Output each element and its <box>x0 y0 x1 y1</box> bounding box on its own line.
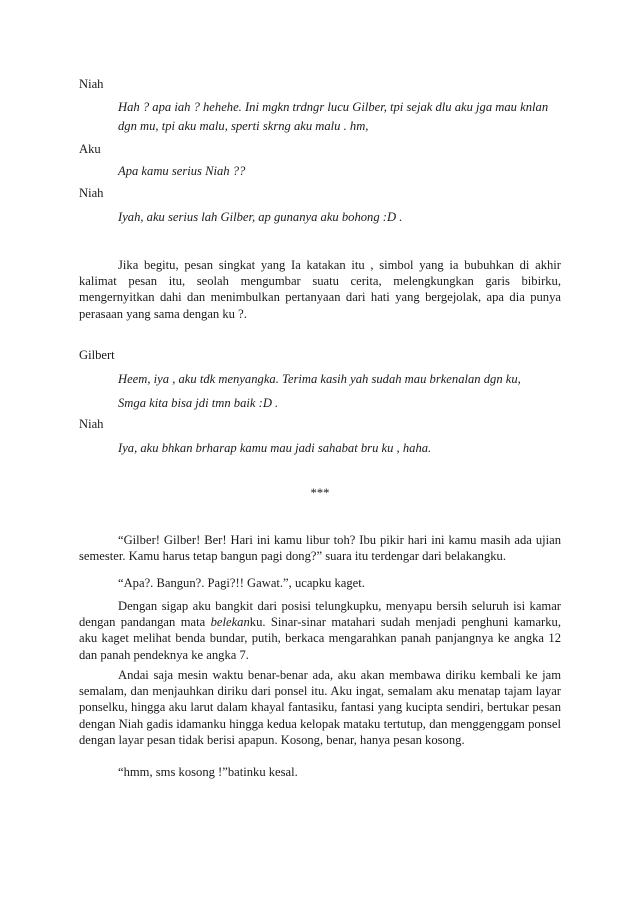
narrative-paragraph <box>79 598 561 663</box>
speaker-label: Niah <box>79 186 104 200</box>
narrative-paragraph: Jika begitu, pesan singkat yang Ia katakan itu , simbol yang ia bubuhkan di akhir kalimat pesan itu, seolah mengumbar suatu cerita, melengkungkan garis bibirku, mengernyitkan dahi dan menimbulkan pertanyaan dari hati yang bergejolak, apa dia punya perasaan yang sama dengan ku ?. <box>79 258 561 321</box>
section-separator: *** <box>310 486 330 500</box>
narrative-paragraph: “hmm, sms kosong !”batinku kesal. <box>118 765 298 779</box>
narrative-paragraph: “Gilber! Gilber! Ber! Hari ini kamu libur toh? Ibu pikir hari ini kamu masih ada ujian semester. Kamu harus tetap bangun pagi dong?” suara itu terdengar dari belakangku. <box>79 533 561 564</box>
narrative-paragraph: Andai saja mesin waktu benar-benar ada, aku akan membawa diriku kembali ke jam semalam, dan menjauhkan diriku dari ponsel itu. Aku ingat, semalam aku menatap tajam layar ponselku, hingga aku larut dalam khayal fantasiku, fantasi yang kucipta sendiri, bertukar pesan dengan Niah gadis idamanku hingga kedua kelopak mataku tertutup, dan menggenggam ponsel dengan layar pesan tidak berisi apapun. Kosong, benar, hanya pesan kosong. <box>79 668 561 747</box>
speaker-label: Niah <box>79 417 104 431</box>
dialog-line: Heem, iya , aku tdk menyangka. Terima kasih yah sudah mau brkenalan dgn ku, <box>118 372 521 386</box>
speaker-label: Niah <box>79 77 104 91</box>
speaker-label: Aku <box>79 142 101 156</box>
dialog-line: Iya, aku bhkan brharap kamu mau jadi sahabat bru ku , haha. <box>118 441 432 455</box>
dialog-line: Iyah, aku serius lah Gilber, ap gunanya aku bohong :D . <box>118 210 403 224</box>
dialog-line: Smga kita bisa jdi tmn baik :D . <box>118 396 279 410</box>
paragraph-text: Dengan sigap aku bangkit dari posisi telungkupku, menyapu bersih seluruh isi kamar dengan pandangan mata <box>79 599 561 630</box>
paragraph-text: ku. Sinar-sinar matahari sudah menjadi penghuni kamarku, aku kaget melihat benda bundar, putih, berkaca mengarahkan panah panjangnya ke angka 12 dan panah pendeknya ke angka 7. <box>79 615 561 662</box>
speaker-label: Gilbert <box>79 348 115 362</box>
narrative-paragraph: “Apa?. Bangun?. Pagi?!! Gawat.”, ucapku kaget. <box>118 576 365 590</box>
italic-word: belekan <box>210 615 250 630</box>
dialog-line: Hah ? apa iah ? hehehe. Ini mgkn trdngr lucu Gilber, tpi sejak dlu aku jga mau knlan dgn mu, tpi aku malu, sperti skrng aku malu . hm, <box>118 100 549 133</box>
dialog-line: Apa kamu serius Niah ?? <box>118 164 246 178</box>
